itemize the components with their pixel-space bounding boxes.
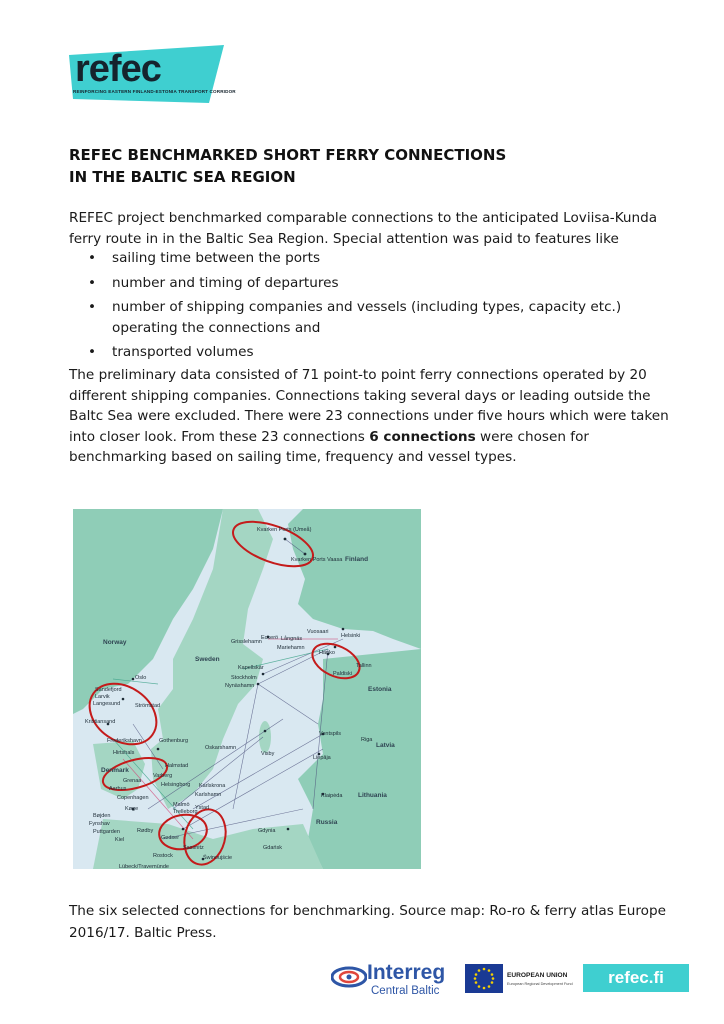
port-label: Ventspils	[319, 731, 342, 737]
port-label: Gedser	[161, 835, 180, 841]
port-label: Fynshav	[89, 821, 110, 827]
interreg-programme: Central Baltic	[371, 985, 440, 997]
list-item: • number and timing of departures	[69, 273, 689, 294]
page-title-line-1: REFEC BENCHMARKED SHORT FERRY CONNECTIONS	[69, 146, 507, 164]
port-label: Kvarken Ports (Umeå)	[257, 527, 312, 533]
port-label: Trelleborg	[173, 809, 198, 815]
port-label: Malmö	[173, 802, 190, 808]
logo-tagline: REINFORCING EASTERN FINLAND-ESTONIA TRANSPORT CORRIDOR	[73, 89, 236, 94]
port-label: Varberg	[153, 773, 173, 779]
port-label: Helsinki	[341, 633, 361, 639]
port-label: Sassnitz	[183, 845, 204, 851]
website-badge[interactable]: refec.fi	[583, 964, 689, 992]
port-label: Nynäshamn	[225, 683, 255, 689]
port-label: Grenaa	[123, 778, 142, 784]
summary-highlight: 6 connections	[369, 428, 476, 445]
port-label: Grisslehamn	[231, 639, 262, 645]
eu-flag-icon	[465, 964, 503, 993]
country-norway: Norway	[103, 639, 127, 646]
port-label: Strömstad	[135, 703, 161, 709]
port-label: Larvik	[95, 694, 110, 700]
port-label: Kiel	[115, 837, 125, 843]
eu-fund: European Regional Development Fund	[507, 982, 573, 986]
eu-name: EUROPEAN UNION	[507, 972, 568, 979]
interreg-emblem-icon	[331, 965, 367, 989]
port-label: Copenhagen	[117, 795, 149, 801]
country-sweden: Sweden	[195, 656, 220, 663]
logo-wordmark: refec	[75, 48, 161, 90]
list-item: • transported volumes	[69, 342, 689, 363]
port-label: Tallinn	[356, 663, 372, 669]
port-label: Kvarken Ports Vaasa	[291, 557, 343, 563]
country-lithuania: Lithuania	[358, 792, 387, 799]
page-title	[69, 144, 669, 188]
port-label: Liepāja	[313, 755, 331, 761]
summary-text-start: The preliminary data consisted of 71 point-to point ferry connections operated by 20 different shipping companies. Connections taking several days or leading outside the Baltc Sea were excluded. There were 23 connections under five hours which were taken into closer look. From these 23 connections	[69, 367, 669, 445]
port-label: Hanko	[319, 650, 335, 656]
port-label: Karlshamn	[195, 792, 222, 798]
eu-logo	[465, 964, 575, 994]
summary-text-end: were chosen for benchmarking based on sailing time, frequency and vessel types.	[69, 428, 589, 465]
baltic-ferry-map	[73, 509, 421, 869]
port-label: Mariehamn	[277, 645, 305, 651]
port-label: Langesund	[93, 701, 121, 707]
port-label: Hirtshals	[113, 750, 135, 756]
port-label: Kristiansand	[85, 719, 116, 725]
port-label: Świnoujście	[203, 855, 233, 861]
port-label: Ystad	[195, 805, 210, 811]
port-label: Køge	[125, 806, 139, 812]
list-item: • number of shipping companies and vessels (including types, capacity etc.) operating the connections and	[69, 297, 689, 338]
country-latvia: Latvia	[376, 742, 395, 749]
refec-logo	[69, 45, 236, 103]
port-label: Karlskrona	[199, 783, 226, 789]
port-label: Oskarshamn	[205, 745, 237, 751]
summary-paragraph	[69, 365, 689, 468]
port-label: Lübeck/Travemünde	[119, 864, 169, 869]
country-estonia: Estonia	[368, 686, 392, 693]
intro-paragraph: REFEC project benchmarked comparable connections to the anticipated Loviisa-Kunda ferry route in in the Baltic Sea Region. Special attention was paid to features like	[69, 210, 658, 247]
port-label: Frederikshavn	[107, 738, 142, 744]
port-label: Stockholm	[231, 675, 257, 681]
page-title-line-2: IN THE BALTIC SEA REGION	[69, 168, 296, 186]
interreg-wordmark: Interreg	[367, 961, 446, 984]
port-label: Helsingborg	[161, 782, 191, 788]
interreg-logo	[331, 963, 456, 999]
port-label: Gdynia	[258, 828, 276, 834]
port-label: Rostock	[153, 853, 173, 859]
port-label: Sandefjord	[95, 687, 122, 693]
map-caption: The six selected connections for benchmarking. Source map: Ro-ro & ferry atlas Europe 2016/17. Baltic Press.	[69, 903, 666, 941]
port-label: Eckerö	[261, 635, 279, 641]
port-label: Aarhus	[109, 786, 127, 792]
port-label: Puttgarden	[93, 829, 120, 835]
port-label: Rødby	[137, 828, 154, 834]
list-item: • sailing time between the ports	[69, 248, 689, 269]
port-label: Halmstad	[165, 763, 189, 769]
port-label: Långnäs	[281, 636, 303, 642]
port-label: Vuosaari	[307, 629, 329, 635]
port-label: Kapellskär	[238, 665, 264, 671]
port-label: Paldiski	[333, 671, 352, 677]
port-label: Gothenburg	[159, 738, 189, 744]
map-graphic	[73, 509, 421, 869]
feature-list	[69, 248, 689, 367]
country-finland: Finland	[345, 556, 369, 563]
country-denmark: Denmark	[101, 767, 129, 774]
country-russia: Russia	[316, 819, 338, 826]
port-label: Riga	[361, 737, 373, 743]
port-label: Klaipėda	[321, 793, 343, 799]
port-label: Gdańsk	[263, 845, 282, 851]
port-label: Visby	[261, 751, 275, 757]
port-label: Bøjden	[93, 813, 111, 819]
port-label: Oslo	[135, 675, 147, 681]
